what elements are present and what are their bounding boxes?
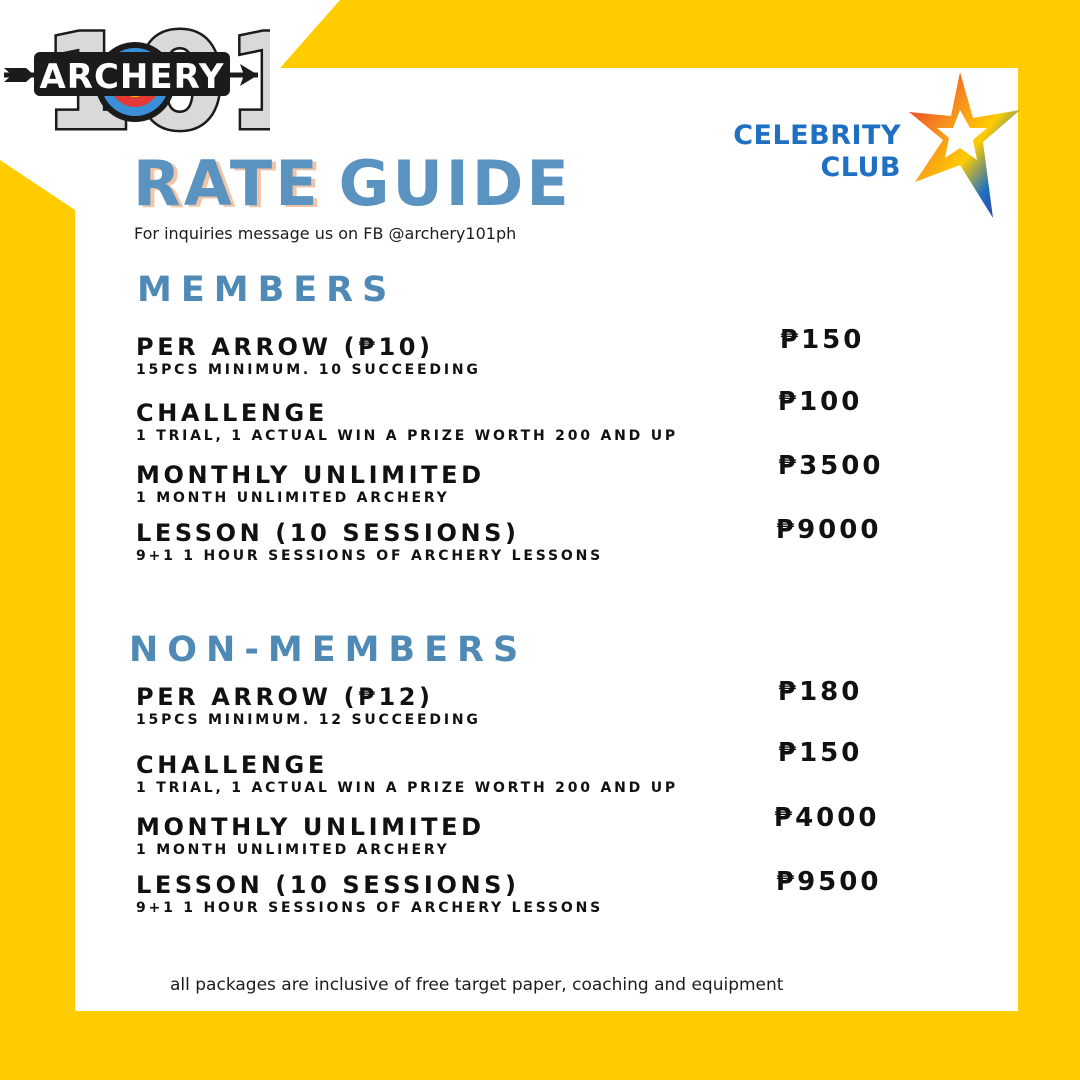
item-desc: 9+1 1 HOUR SESSIONS OF ARCHERY LESSONS xyxy=(136,548,603,564)
members-heading: MEMBERS xyxy=(137,270,397,310)
members-item-per-arrow xyxy=(136,332,481,379)
non-members-item-challenge xyxy=(136,750,678,797)
inquiry-tagline: For inquiries message us on FB @archery101ph xyxy=(134,224,517,243)
non-members-price-challenge: ₱150 xyxy=(778,738,863,768)
members-price-challenge: ₱100 xyxy=(778,387,863,417)
members-item-challenge xyxy=(136,398,678,445)
celebrity-club-logo xyxy=(725,70,1025,220)
non-members-item-per-arrow xyxy=(136,682,481,729)
item-name: MONTHLY UNLIMITED xyxy=(136,461,485,489)
non-members-price-monthly-unlimited: ₱4000 xyxy=(774,803,880,833)
item-desc: 15PCS MINIMUM. 10 SUCCEEDING xyxy=(136,362,481,378)
item-name: PER ARROW (₱10) xyxy=(136,333,434,361)
page-title xyxy=(133,148,572,220)
partner-line-2: CLUB xyxy=(820,152,901,183)
non-members-heading: NON-MEMBERS xyxy=(129,630,528,670)
item-desc: 9+1 1 HOUR SESSIONS OF ARCHERY LESSONS xyxy=(136,900,603,916)
non-members-price-lesson: ₱9500 xyxy=(776,867,882,897)
non-members-item-monthly-unlimited xyxy=(136,812,485,859)
item-name: LESSON (10 SESSIONS) xyxy=(136,871,520,899)
star-icon xyxy=(905,70,1025,220)
item-name: MONTHLY UNLIMITED xyxy=(136,813,485,841)
item-desc: 1 MONTH UNLIMITED ARCHERY xyxy=(136,490,450,506)
partner-line-1: CELEBRITY xyxy=(733,120,901,151)
item-name: LESSON (10 SESSIONS) xyxy=(136,519,520,547)
members-price-monthly-unlimited: ₱3500 xyxy=(778,451,884,481)
non-members-price-per-arrow: ₱180 xyxy=(778,677,863,707)
archery-101-logo xyxy=(0,0,270,140)
members-item-lesson xyxy=(136,518,603,565)
title-word-guide: GUIDE xyxy=(338,147,572,220)
non-members-item-lesson xyxy=(136,870,603,917)
item-name: CHALLENGE xyxy=(136,751,328,779)
item-desc: 1 MONTH UNLIMITED ARCHERY xyxy=(136,842,450,858)
item-desc: 15PCS MINIMUM. 12 SUCCEEDING xyxy=(136,712,481,728)
title-word-rate: RATE xyxy=(133,147,321,220)
logo-text: ARCHERY xyxy=(39,57,225,97)
item-desc: 1 TRIAL, 1 ACTUAL WIN A PRIZE WORTH 200 AND UP xyxy=(136,428,678,444)
members-item-monthly-unlimited xyxy=(136,460,485,507)
members-price-lesson: ₱9000 xyxy=(776,515,882,545)
item-desc: 1 TRIAL, 1 ACTUAL WIN A PRIZE WORTH 200 AND UP xyxy=(136,780,678,796)
footer-note: all packages are inclusive of free target paper, coaching and equipment xyxy=(170,975,784,995)
item-name: PER ARROW (₱12) xyxy=(136,683,434,711)
item-name: CHALLENGE xyxy=(136,399,328,427)
members-price-per-arrow: ₱150 xyxy=(780,325,865,355)
